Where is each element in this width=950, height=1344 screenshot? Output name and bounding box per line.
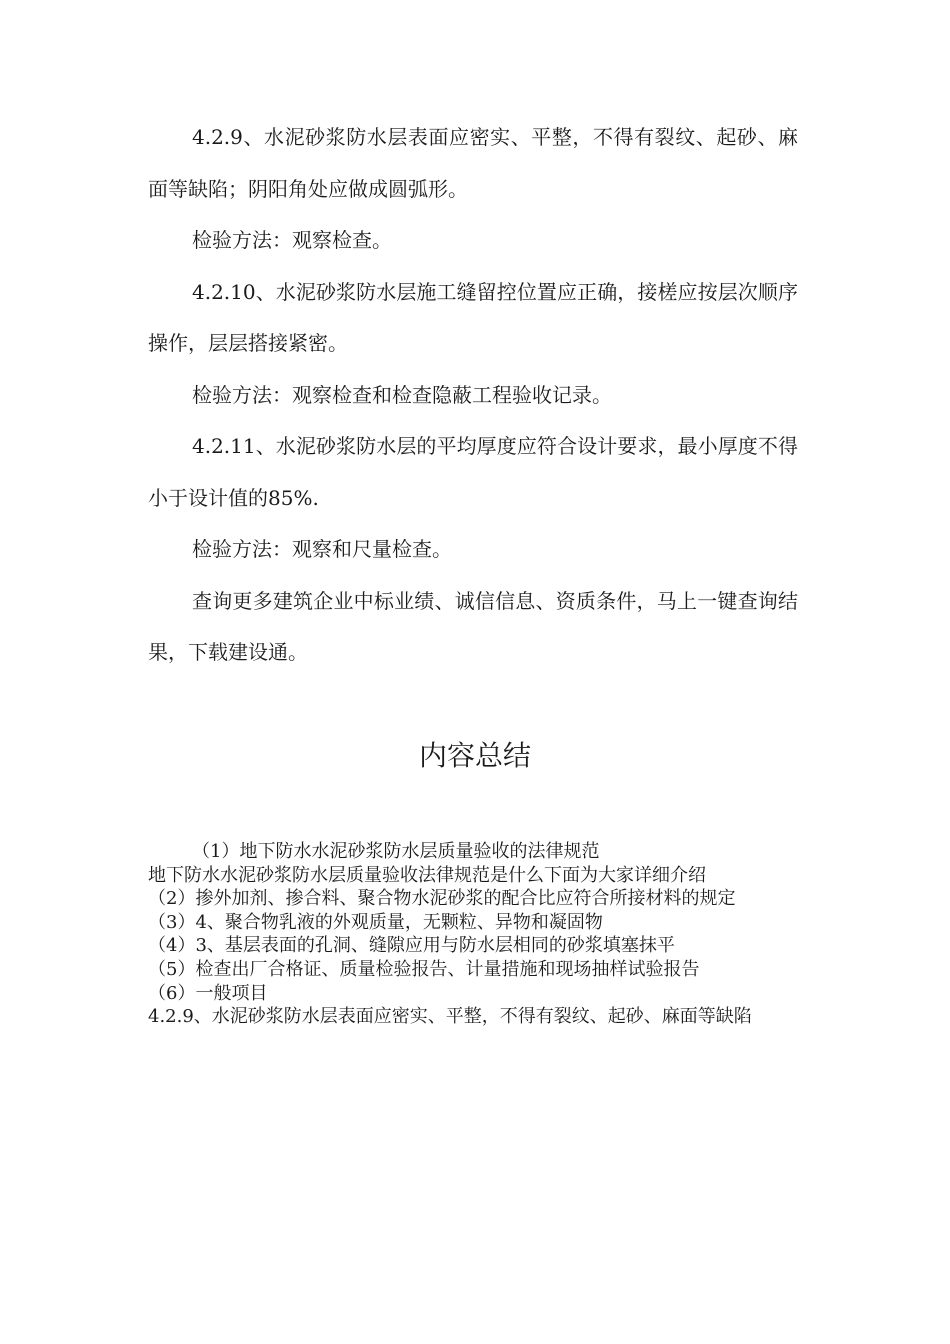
summary-line: （4）3、基层表面的孔洞、缝隙应用与防水层相同的砂浆填塞抹平 [148, 935, 675, 957]
summary-line: （2）掺外加剂、掺合料、聚合物水泥砂浆的配合比应符合所接材料的规定 [148, 888, 736, 910]
summary-line: 4.2.9、水泥砂浆防水层表面应密实、平整，不得有裂纹、起砂、麻面等缺陷 [148, 1006, 752, 1028]
inspection-method-3: 检验方法：观察和尺量检查。 [192, 537, 452, 561]
paragraph-4-2-11: 4.2.11、水泥砂浆防水层的平均厚度应符合设计要求，最小厚度不得小于设计值的85%. [148, 434, 798, 510]
summary-line: （1）地下防水水泥砂浆防水层质量验收的法律规范 [192, 841, 600, 862]
summary-line: （6）一般项目 [148, 982, 268, 1004]
paragraph-4-2-9: 4.2.9、水泥砂浆防水层表面应密实、平整，不得有裂纹、起砂、麻面等缺陷；阴阳角处应做成圆弧形。 [148, 125, 798, 201]
paragraph-4-2-10: 4.2.10、水泥砂浆防水层施工缝留控位置应正确，接槎应按层次顺序操作，层层搭接紧密。 [148, 279, 798, 355]
summary-line: （5）检查出厂合格证、质量检验报告、计量措施和现场抽样试验报告 [148, 958, 700, 980]
inspection-method-1: 检验方法：观察检查。 [192, 228, 392, 252]
summary-list [148, 840, 803, 1029]
body-text [148, 112, 798, 679]
summary-line: 地下防水水泥砂浆防水层质量验收法律规范是什么下面为大家详细介绍 [148, 864, 706, 886]
inspection-method-2: 检验方法：观察检查和检查隐蔽工程验收记录。 [192, 382, 612, 407]
promo-paragraph: 查询更多建筑企业中标业绩、诚信信息、资质条件，马上一键查询结果，下载建设通。 [148, 588, 798, 664]
summary-line: （3）4、聚合物乳液的外观质量，无颗粒、异物和凝固物 [148, 911, 603, 933]
summary-title: 内容总结 [418, 739, 531, 772]
